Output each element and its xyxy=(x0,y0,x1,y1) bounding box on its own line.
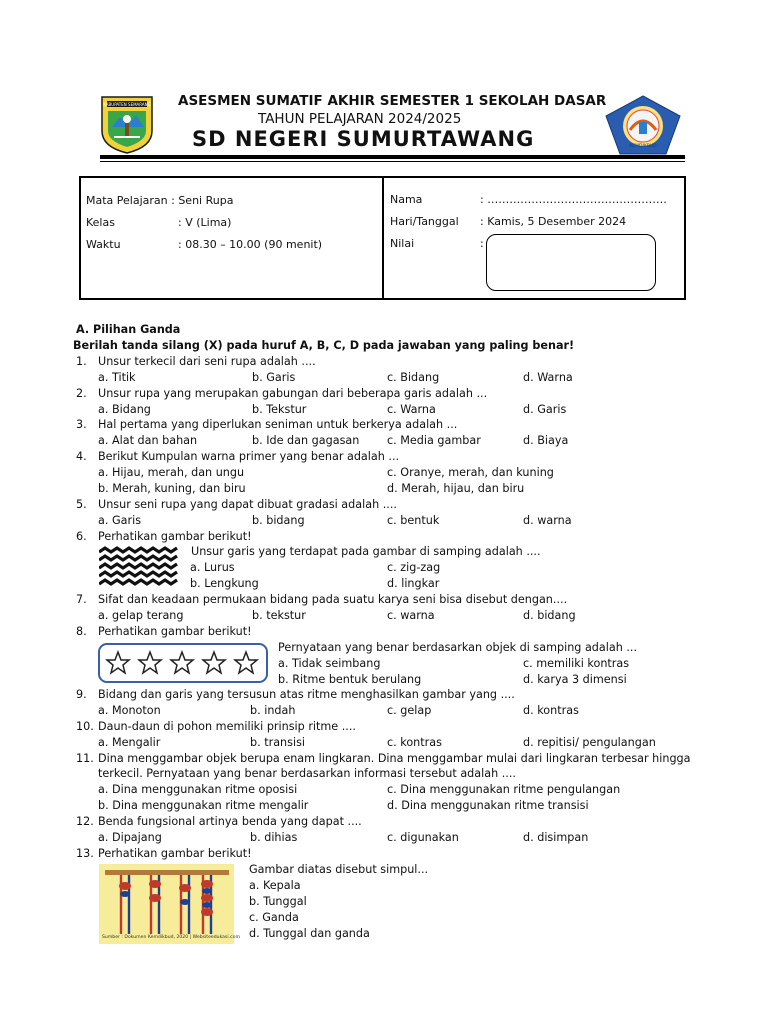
option-d[interactable]: d. Garis xyxy=(523,403,567,416)
question-number: 11. xyxy=(76,752,94,765)
date-value: : Kamis, 5 Desember 2024 xyxy=(480,215,627,228)
option-a[interactable]: a. Dina menggunakan ritme oposisi xyxy=(98,783,298,796)
question-text: Hal pertama yang diperlukan seniman untuk berkerya adalah ... xyxy=(98,418,458,431)
question-text-cont: terkecil. Pernyataan yang benar berdasarkan informasi tersebut adalah .... xyxy=(98,767,516,780)
question-subtext: Unsur garis yang terdapat pada gambar di samping adalah .... xyxy=(191,545,541,558)
question-subtext: Pernyataan yang benar berdasarkan objek di samping adalah ... xyxy=(278,641,638,654)
time-value: : 08.30 – 10.00 (90 menit) xyxy=(178,238,323,251)
option-b[interactable]: b. Ritme bentuk berulang xyxy=(278,673,422,686)
question-text: Perhatikan gambar berikut! xyxy=(98,625,252,638)
option-d[interactable]: d. disimpan xyxy=(523,831,589,844)
question-text: Berikut Kumpulan warna primer yang benar adalah ... xyxy=(98,450,400,463)
class-label: Kelas xyxy=(86,216,115,229)
question-text: Unsur seni rupa yang dapat dibuat gradasi adalah .... xyxy=(98,498,397,511)
option-c[interactable]: c. Ganda xyxy=(249,911,299,924)
question-text: Unsur rupa yang merupakan gabungan dari beberapa garis adalah ... xyxy=(98,387,488,400)
option-a[interactable]: a. Alat dan bahan xyxy=(98,434,198,447)
option-b[interactable]: b. Dina menggunakan ritme mengalir xyxy=(98,799,309,812)
option-c[interactable]: c. Warna xyxy=(387,403,436,416)
question-number: 8. xyxy=(76,625,87,638)
zigzag-pattern-image xyxy=(99,546,179,590)
option-d[interactable]: d. warna xyxy=(523,514,572,527)
question-number: 10. xyxy=(76,720,94,733)
option-a[interactable]: a. Bidang xyxy=(98,403,151,416)
option-b[interactable]: b. Merah, kuning, dan biru xyxy=(98,482,246,495)
school-logo-text: KEMDIKBUD xyxy=(629,144,657,149)
score-box[interactable] xyxy=(486,234,656,291)
info-divider xyxy=(382,176,384,300)
question-number: 13. xyxy=(76,847,94,860)
score-colon: : xyxy=(480,237,484,250)
option-c[interactable]: c. Oranye, merah, dan kuning xyxy=(387,466,554,479)
class-value: : V (Lima) xyxy=(178,216,232,229)
option-b[interactable]: b. dihias xyxy=(250,831,298,844)
option-c[interactable]: c. zig-zag xyxy=(387,561,441,574)
academic-year: TAHUN PELAJARAN 2024/2025 xyxy=(258,111,462,127)
question-number: 6. xyxy=(76,530,87,543)
knot-image xyxy=(99,864,240,944)
option-b[interactable]: b. Tekstur xyxy=(252,403,307,416)
question-text: Daun-daun di pohon memiliki prinsip ritme .... xyxy=(98,720,356,733)
school-name: SD NEGERI SUMURTAWANG xyxy=(192,127,535,151)
knot-image-caption: Sumber : Dokumen Kemdikbud, 2020 | Websiteedukasi.com xyxy=(102,935,240,940)
question-number: 9. xyxy=(76,688,87,701)
option-a[interactable]: a. Garis xyxy=(98,514,142,527)
option-d[interactable]: d. Tunggal dan ganda xyxy=(249,927,370,940)
option-c[interactable]: c. Dina menggunakan ritme pengulangan xyxy=(387,783,621,796)
option-d[interactable]: d. bidang xyxy=(523,609,576,622)
question-number: 2. xyxy=(76,387,87,400)
option-b[interactable]: b. transisi xyxy=(250,736,306,749)
name-label: Nama xyxy=(390,193,423,206)
date-label: Hari/Tanggal xyxy=(390,215,459,228)
question-text: Perhatikan gambar berikut! xyxy=(98,530,252,543)
question-text: Bidang dan garis yang tersusun atas ritme menghasilkan gambar yang .... xyxy=(98,688,515,701)
question-subtext: Gambar diatas disebut simpul... xyxy=(249,863,429,876)
subject-label: Mata Pelajaran : Seni Rupa xyxy=(86,194,234,207)
option-b[interactable]: b. Lengkung xyxy=(190,577,259,590)
exam-title: ASESMEN SUMATIF AKHIR SEMESTER 1 SEKOLAH DASAR xyxy=(178,93,607,109)
option-c[interactable]: c. Media gambar xyxy=(387,434,481,447)
question-number: 7. xyxy=(76,593,87,606)
option-d[interactable]: d. Warna xyxy=(523,371,573,384)
question-number: 4. xyxy=(76,450,87,463)
option-a[interactable]: a. gelap terang xyxy=(98,609,184,622)
question-text: Unsur terkecil dari seni rupa adalah .... xyxy=(98,355,316,368)
question-number: 3. xyxy=(76,418,87,431)
option-b[interactable]: b. tekstur xyxy=(252,609,306,622)
option-b[interactable]: b. Garis xyxy=(252,371,296,384)
option-d[interactable]: d. lingkar xyxy=(387,577,440,590)
regency-logo xyxy=(98,93,156,155)
name-field[interactable]: : …………………………………………. xyxy=(480,193,667,206)
option-a[interactable]: a. Titik xyxy=(98,371,136,384)
instruction: Berilah tanda silang (X) pada huruf A, B, C, D pada jawaban yang paling benar! xyxy=(73,339,575,352)
option-d[interactable]: d. Biaya xyxy=(523,434,569,447)
option-c[interactable]: c. memiliki kontras xyxy=(523,657,630,670)
option-a[interactable]: a. Kepala xyxy=(249,879,301,892)
question-text: Sifat dan keadaan permukaan bidang pada suatu karya seni bisa disebut dengan.... xyxy=(98,593,568,606)
option-b[interactable]: b. bidang xyxy=(252,514,305,527)
regency-logo-text: KABUPATEN SEMARANG xyxy=(103,102,151,107)
option-a[interactable]: a. Hijau, merah, dan ungu xyxy=(98,466,245,479)
header-rule-thick xyxy=(100,155,685,159)
score-label: Nilai xyxy=(390,237,415,250)
question-number: 5. xyxy=(76,498,87,511)
time-label: Waktu xyxy=(86,238,121,251)
option-b[interactable]: b. Tunggal xyxy=(249,895,307,908)
option-d[interactable]: d. repitisi/ pengulangan xyxy=(523,736,656,749)
stars-pattern-image xyxy=(98,643,268,683)
option-c[interactable]: c. gelap xyxy=(387,704,432,717)
option-d[interactable]: d. karya 3 dimensi xyxy=(523,673,627,686)
question-text: Dina menggambar objek berupa enam lingkaran. Dina menggambar mulai dari lingkaran terbesar hingga xyxy=(98,752,691,765)
question-number: 12. xyxy=(76,815,94,828)
option-c[interactable]: c. kontras xyxy=(387,736,442,749)
option-c[interactable]: c. bentuk xyxy=(387,514,440,527)
question-text: Perhatikan gambar berikut! xyxy=(98,847,252,860)
school-logo xyxy=(604,94,682,156)
option-b[interactable]: b. indah xyxy=(250,704,296,717)
question-number: 1. xyxy=(76,355,87,368)
option-d[interactable]: d. kontras xyxy=(523,704,579,717)
option-c[interactable]: c. Bidang xyxy=(387,371,440,384)
option-a[interactable]: a. Mengalir xyxy=(98,736,161,749)
option-c[interactable]: c. digunakan xyxy=(387,831,459,844)
section-title: A. Pilihan Ganda xyxy=(76,323,181,336)
option-a[interactable]: a. Lurus xyxy=(190,561,235,574)
question-text: Benda fungsional artinya benda yang dapat .... xyxy=(98,815,362,828)
option-d[interactable]: d. Dina menggunakan ritme transisi xyxy=(387,799,589,812)
option-b[interactable]: b. Ide dan gagasan xyxy=(252,434,360,447)
header-rule-thin xyxy=(100,161,685,162)
option-a[interactable]: a. Dipajang xyxy=(98,831,162,844)
option-a[interactable]: a. Tidak seimbang xyxy=(278,657,381,670)
option-c[interactable]: c. warna xyxy=(387,609,435,622)
option-d[interactable]: d. Merah, hijau, dan biru xyxy=(387,482,525,495)
option-a[interactable]: a. Monoton xyxy=(98,704,161,717)
